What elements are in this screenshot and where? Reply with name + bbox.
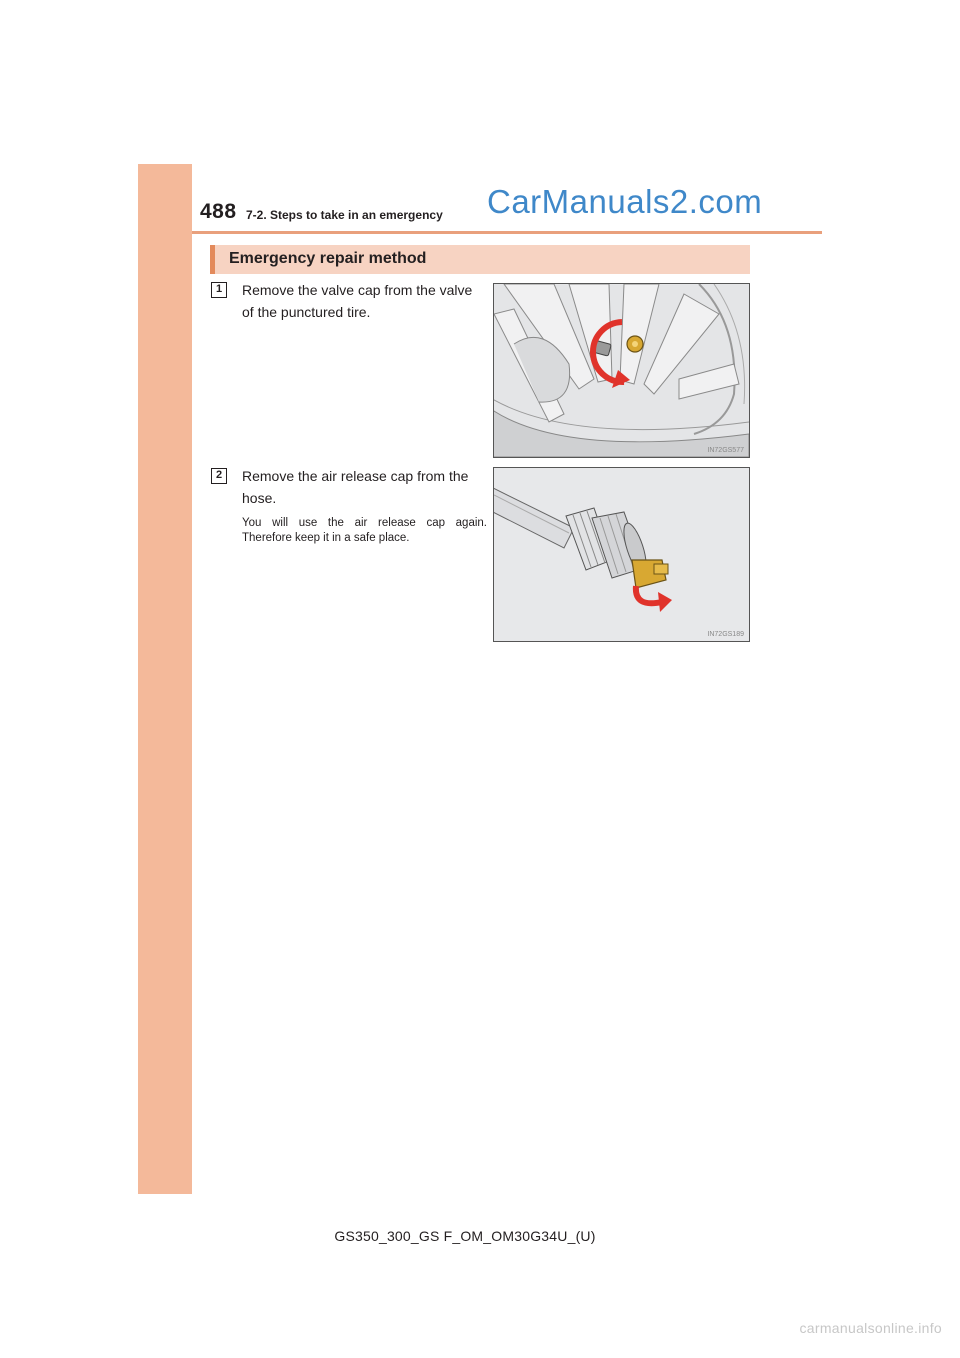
- step-2-text: Remove the air release cap from the hose.: [242, 468, 469, 506]
- section-title: 7-2. Steps to take in an emergency: [246, 208, 443, 222]
- step-2-note: You will use the air release cap again. Therefore keep it in a safe place.: [242, 517, 487, 544]
- step-1-text: Remove the valve cap from the valve of the punctured tire.: [242, 282, 473, 320]
- chapter-side-band: [138, 164, 192, 1194]
- section-heading: Emergency repair method: [229, 250, 427, 267]
- step-1-number: 1: [211, 282, 227, 298]
- watermark-logo: CarManuals2.com: [487, 183, 763, 220]
- figure-code: IN72GS577: [707, 447, 744, 454]
- hose-cap-drawing: [494, 468, 749, 641]
- page-number: 488: [200, 200, 237, 223]
- site-watermark: carmanualsonline.info: [799, 1320, 942, 1336]
- wheel-valve-drawing: [494, 284, 749, 457]
- step-2-number: 2: [211, 468, 227, 484]
- document-code-text: GS350_300_GS F_OM_OM30G34U_(U): [334, 1228, 596, 1244]
- header-rule: [192, 231, 822, 234]
- valve-cap-illustration: [493, 283, 750, 458]
- figure-code: IN72GS189: [707, 631, 744, 638]
- air-release-cap-illustration: [493, 467, 750, 642]
- section-heading-bar: [210, 245, 750, 274]
- document-code: [0, 1228, 960, 1244]
